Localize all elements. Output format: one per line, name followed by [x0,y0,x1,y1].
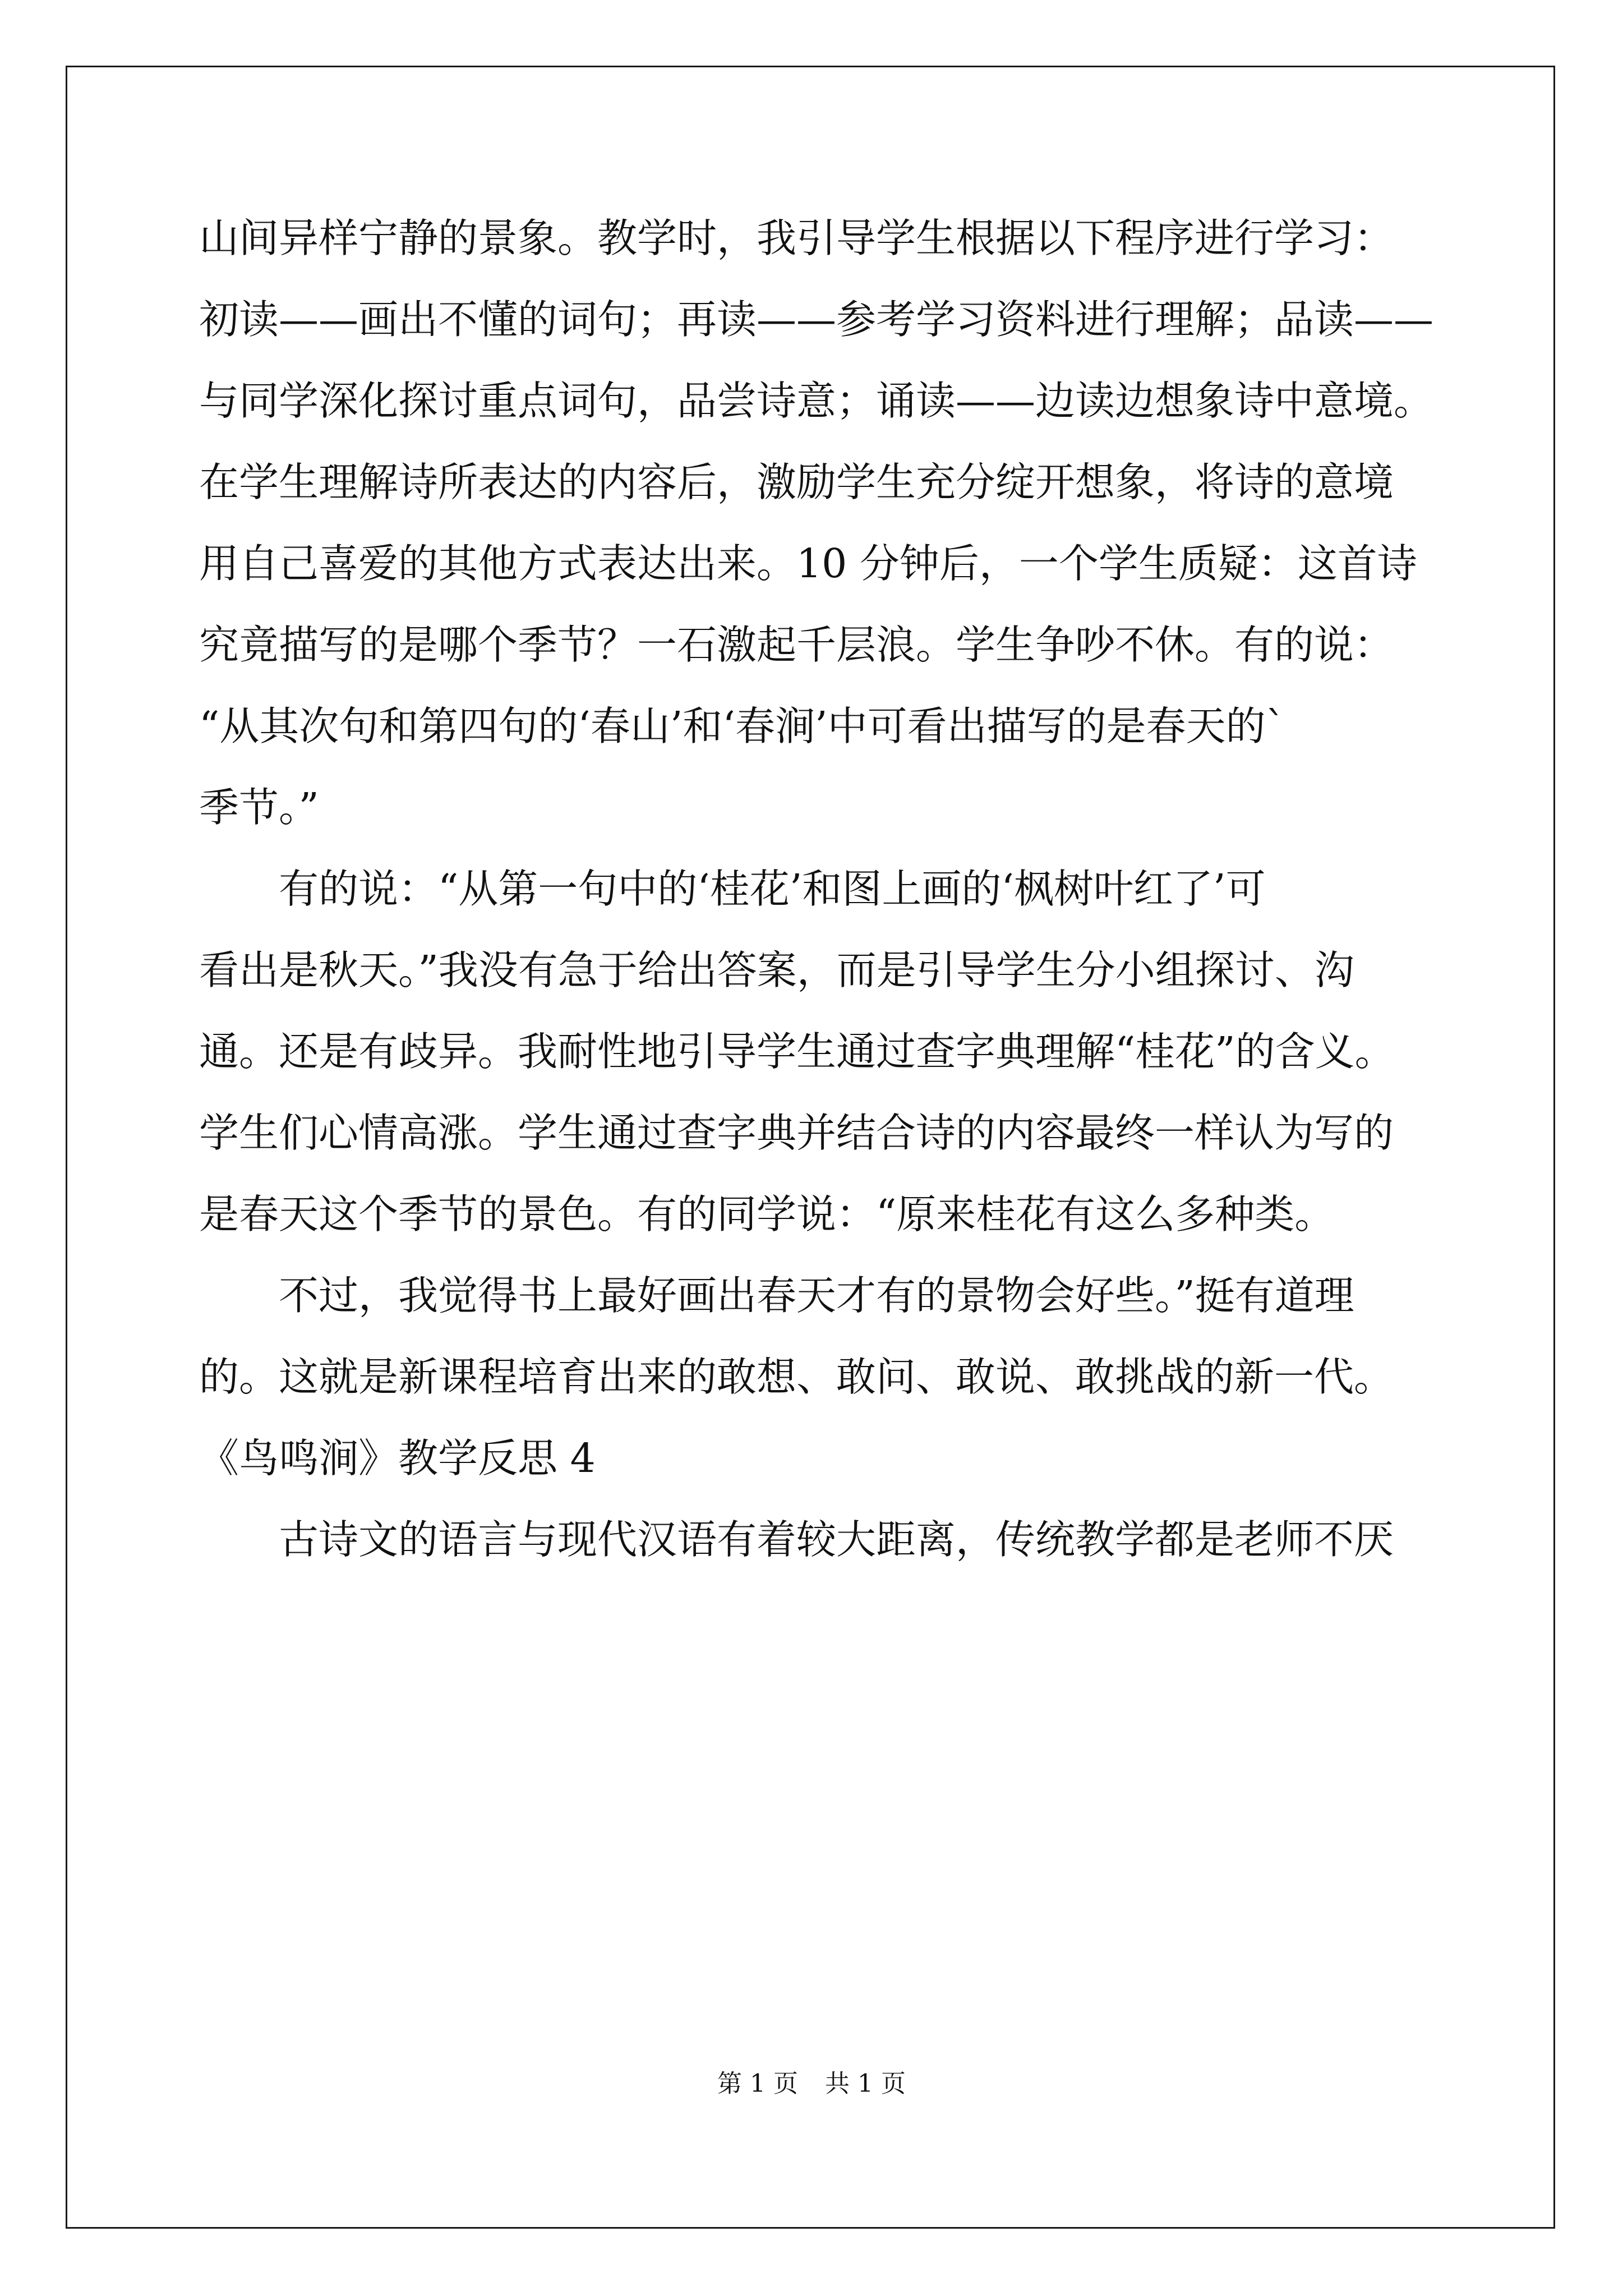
text-line-17: 古诗文的语言与现代汉语有着较大距离，传统教学都是老师不厌 [279,1516,1394,1563]
text-line-8: 季节。” [199,784,319,831]
section-heading: 《鸟鸣涧》教学反思 4 [199,1435,596,1481]
text-line-10: 看出是秋天。”我没有急于给出答案，而是引导学生分小组探讨、沟 [199,947,1354,993]
page-footer [0,2067,1623,2101]
page-number: 第 1 页 [717,2069,798,2098]
text-line-11: 通。还是有歧异。我耐性地引导学生通过查字典理解“桂花”的含义。 [199,1028,1395,1075]
text-line-2: 初读——画出不懂的词句；再读——参考学习资料进行理解；品读—— [199,296,1434,343]
text-line-3: 与同学深化探讨重点词句，品尝诗意；诵读——边读边想象诗中意境。 [199,378,1434,424]
text-line-15: 的。这就是新课程培育出来的敢想、敢问、敢说、敢挑战的新一代。 [199,1354,1394,1400]
text-line-5: 用自己喜爱的其他方式表达出来。10 分钟后，一个学生质疑：这首诗 [199,540,1417,587]
text-line-12: 学生们心情高涨。学生通过查字典并结合诗的内容最终一样认为写的 [199,1110,1394,1156]
page-total: 共 1 页 [825,2069,906,2098]
text-line-13: 是春天这个季节的景色。有的同学说：“原来桂花有这么多种类。 [199,1191,1335,1237]
text-line-7: “从其次句和第四句的‘春山’和‘春涧’中可看出描写的是春天的` [199,703,1286,749]
text-line-14: 不过，我觉得书上最好画出春天才有的景物会好些。”挺有道理 [279,1272,1354,1319]
text-line-4: 在学生理解诗所表达的内容后，激励学生充分绽开想象，将诗的意境 [199,459,1394,505]
text-line-1: 山间异样宁静的景象。教学时，我引导学生根据以下程序进行学习： [199,215,1394,261]
text-line-6: 究竟描写的是哪个季节？一石激起千层浪。学生争吵不休。有的说： [199,622,1394,668]
text-line-9: 有的说：“从第一句中的‘桂花’和图上画的‘枫树叶红了’可 [279,866,1266,912]
